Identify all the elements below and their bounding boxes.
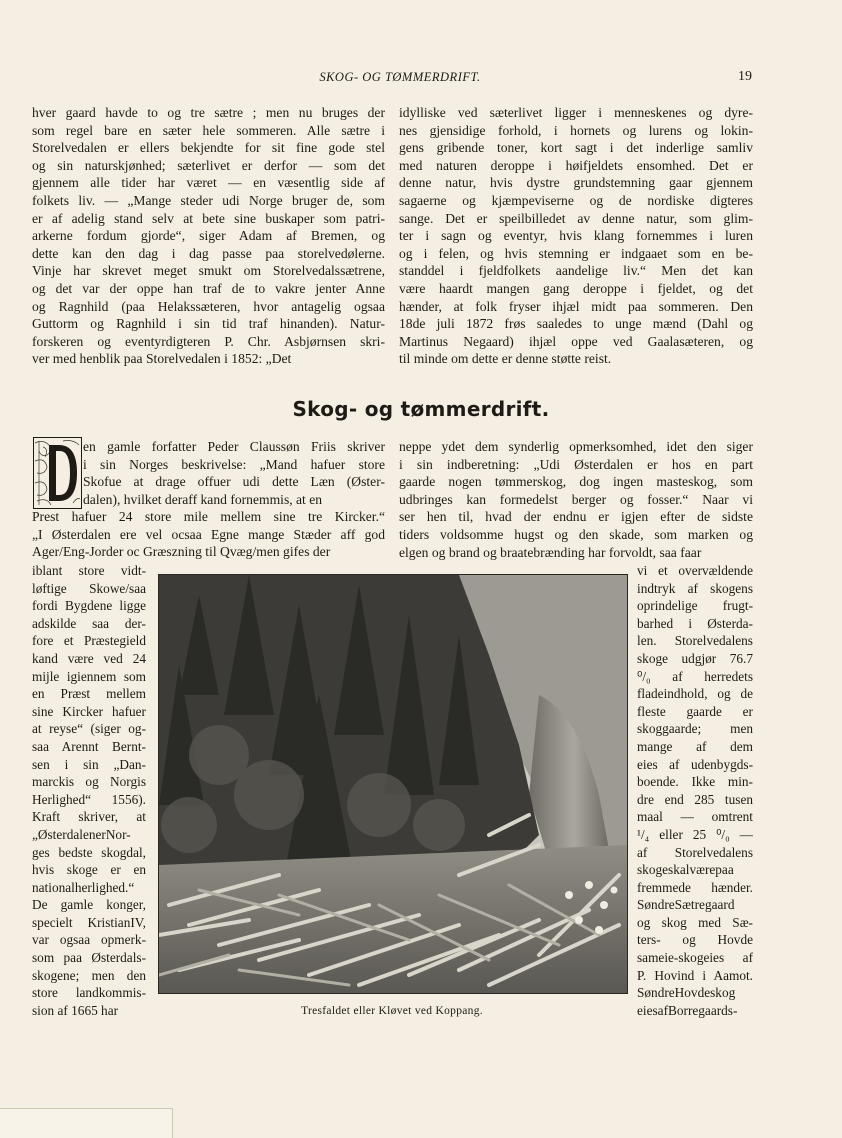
text-line: adskilde saa der- xyxy=(32,615,146,631)
text-line: Herlighed“ 1556). xyxy=(32,791,146,807)
text-line: i sin indberetning: „Udi Østerdalen er hos en part xyxy=(399,456,753,472)
text-line: standdel i fjeldfolkets aandelige liv.“ Men det kan xyxy=(399,263,753,279)
text-line: nationalherlighed.“ xyxy=(32,879,135,895)
text-line: og sin naturskjønhed; sæterlivet er derfor — som det xyxy=(32,157,385,173)
text-line: fleste gaarde er xyxy=(637,703,753,719)
text-line: vi et overvældende xyxy=(637,563,753,578)
text-line: dalen), hvilket deraff kand fornemmis, at en xyxy=(83,491,323,507)
text-line: sameie-skogeies af xyxy=(637,950,753,966)
text-line: eies af udenbygds- xyxy=(637,756,753,772)
text-line: ¹/₄ eller 25 ⁰/₀ — xyxy=(637,826,753,842)
ornamental-initial-d-icon xyxy=(33,437,82,509)
text-line: Skofue at drage offuer udi dette Læn (Øster- xyxy=(83,474,385,490)
text-line: løftige Skowe/saa xyxy=(32,580,146,596)
running-title: SKOG- OG TØMMERDRIFT. xyxy=(319,70,481,84)
text-line: elgen og brand og braatebrænding har forvoldt, saa faar xyxy=(399,544,702,560)
text-line: og i felen, og hvis stemning er indgaaet som en be- xyxy=(399,245,753,261)
text-line: tiders voldsomme hugst og den skade, som marken og xyxy=(399,526,753,542)
text-line: Kraft skriver, at xyxy=(32,809,146,825)
text-line: marckis og Norgis xyxy=(32,774,146,790)
ornamental-initial xyxy=(33,437,82,509)
text-line: som regel bare en sæter hele sommeren. Alle sætre i xyxy=(32,122,385,138)
text-line: Prest hafuer 24 store mile mellem sine tre Kircker.“ xyxy=(32,509,385,524)
photo-caption: Tresfaldet eller Kløvet ved Koppang. xyxy=(301,1005,483,1017)
text-line: nes gjensidige forhold, i hornets og lurens og lokin- xyxy=(399,122,753,138)
text-line: „I Østerdalen ere vel ocsaa Egne mange Stæder aff god xyxy=(32,526,385,542)
text-line: hvis skoge er en xyxy=(32,862,146,878)
text-line: barhed i Østerda- xyxy=(637,615,753,631)
text-line: oprindelige frugt- xyxy=(637,598,753,614)
text-line: Martinus Negaard) ihjæl oppe ved Gaalasæteren, og xyxy=(399,333,753,349)
text-line: fordi Bygdene ligge xyxy=(32,598,146,614)
text-line: en gamle forfatter Peder Claussøn Friis skriver xyxy=(83,439,385,454)
text-line: af Storelvedalens xyxy=(637,844,753,860)
text-line: fore et Præstegield xyxy=(32,633,146,649)
text-line: fladeindhold, og de xyxy=(637,686,753,702)
text-line: gaarde nogen tømmerskog, dog ingen masteskog, som xyxy=(399,474,753,490)
text-line: hænder, at folk fryser ihjæl midt paa sommeren. Den xyxy=(399,298,753,314)
text-line: sagaerne og kjæmpeviserne og de nordiske digteres xyxy=(399,192,753,208)
text-line: maal — omtrent xyxy=(637,809,753,825)
text-line: skogeskalværepaa xyxy=(637,862,734,878)
text-line: ⁰/₀ af herredets xyxy=(637,668,753,684)
text-line: ters- og Hovde xyxy=(637,932,753,948)
text-line: dre end 285 tusen xyxy=(637,791,753,807)
text-line: ges bedste skogdal, xyxy=(32,844,146,860)
narrow-left-column xyxy=(32,562,146,1019)
text-line: med naturen deroppe i høifjeldets ensomhed. Det er xyxy=(399,157,753,173)
text-line: 18de juli 1872 frøs saaledes to unge mænd (Dahl og xyxy=(399,316,753,332)
text-line: i sin Norges beskrivelse: „Mand hafuer store xyxy=(83,456,385,472)
text-line: sen i sin „Dan- xyxy=(32,756,146,772)
text-line: en Præst mellem xyxy=(32,686,146,702)
text-line: skogene; men den xyxy=(32,967,146,983)
text-line: SøndreSætregaard xyxy=(637,897,735,913)
text-line: Ager/Eng-Jorder oc Græszning til Qvæg/men gifes der xyxy=(32,544,331,560)
text-line: Storelvedalen er ellers bekjendte for sit fine gode stel xyxy=(32,140,385,156)
text-line: kand være ved 24 xyxy=(32,650,146,666)
text-line: iblant store vidt- xyxy=(32,563,146,578)
text-line: idylliske ved sæterlivet ligger i menneskenes og dyre- xyxy=(399,105,753,120)
text-line: store landkommis- xyxy=(32,985,146,1001)
text-line: dette kan den dag i dag passe paa storelvedølerne. xyxy=(32,245,385,261)
text-line: til minde om dette er denne støtte reist. xyxy=(399,351,612,367)
text-line: er af adelig stand selv at bete sine buskaper som patri- xyxy=(32,210,385,226)
text-line: skoge udgjør 76.7 xyxy=(637,650,753,666)
text-line: eiesafBorregaards- xyxy=(637,1002,738,1018)
text-line: udbringes kan formedelst berger og fosser.“ Naar vi xyxy=(399,491,753,507)
text-line: Guttorm og Ragnhild i sin tid traf hinanden). Natur- xyxy=(32,316,385,332)
text-line: denne natur, hvis dystre grundstemning gaar gjennem xyxy=(399,175,753,191)
text-line: gjennem alle tider har været — en væsentlig side af xyxy=(32,175,385,191)
text-line: boende. Ikke min- xyxy=(637,774,753,790)
bottom-right-column xyxy=(399,438,753,561)
text-line: hver gaard havde to og tre sætre ; men nu bruges der xyxy=(32,105,385,120)
text-line: indtryk af skogens xyxy=(637,580,753,596)
text-line: specielt KristianIV, xyxy=(32,914,146,930)
text-line: neppe ydet dem synderlig opmerksomhed, idet den siger xyxy=(399,439,753,454)
text-line: sine Kircker hafuer xyxy=(32,703,146,719)
text-line: Vinje har skrevet meget smukt om Storelvedalssætrene, xyxy=(32,263,385,279)
lead-paragraph-indented xyxy=(83,438,385,508)
text-line: mijle igiennem som xyxy=(32,668,146,684)
text-line: sion af 1665 har xyxy=(32,1002,119,1018)
top-left-column xyxy=(32,104,385,368)
text-line: ser hen til, hvad der endnu er igjen efter de sidste xyxy=(399,509,753,525)
text-line: SøndreHovdeskog xyxy=(637,985,736,1001)
text-line: og skog med Sæ- xyxy=(637,914,753,930)
text-line: ter i sagn og eventyr, hvis klang fornemmes i luren xyxy=(399,228,753,244)
text-line: og det var der oppe han traf de to vakre jenter Anne xyxy=(32,280,385,296)
scan-margin-strip xyxy=(0,1108,173,1138)
lead-paragraph-full xyxy=(32,508,385,561)
running-header xyxy=(0,70,842,88)
text-line: og Ragnhild (paa Helakssæteren, hvor antagelig ogsaa xyxy=(32,298,385,314)
text-line: fremmede hænder. xyxy=(637,879,753,895)
section-heading: Skog- og tømmerdrift. xyxy=(292,397,550,421)
narrow-right-column xyxy=(637,562,753,1019)
text-line: var ogsaa opmerk- xyxy=(32,932,146,948)
text-line: gens gribende toner, kort sagt i det inderlige samliv xyxy=(399,140,753,156)
page-number: 19 xyxy=(738,69,752,84)
text-line: at reyse“ (siger og- xyxy=(32,721,146,737)
forest-logs-photo-icon xyxy=(159,575,627,993)
text-line: P. Hovind i Aamot. xyxy=(637,967,753,983)
forest-log-photo xyxy=(158,574,628,994)
text-line: som paa Østerdals- xyxy=(32,950,146,966)
text-line: folkets liv. — „Mange steder udi Norge bruger de, som xyxy=(32,192,385,208)
text-line: forskeren og eventyrdigteren P. Chr. Asbjørnsen skri- xyxy=(32,333,385,349)
text-line: sange. Det er speilbilledet av denne natur, som glim- xyxy=(399,210,753,226)
text-line: mange af dem xyxy=(637,738,753,754)
text-line: „ØsterdalenerNor- xyxy=(32,826,131,842)
text-line: være haardt mangen gang deroppe i fjeldet, og det xyxy=(399,280,753,296)
text-line: saa Arennt Bernt- xyxy=(32,738,146,754)
top-right-column xyxy=(399,104,753,368)
text-line: arkerne fordum gjorde“, siger Adam af Bremen, og xyxy=(32,228,385,244)
text-line: ver med henblik paa Storelvedalen i 1852: „Det xyxy=(32,351,292,367)
text-line: len. Storelvedalens xyxy=(637,633,753,649)
text-line: De gamle konger, xyxy=(32,897,146,913)
text-line: skoggaarde; men xyxy=(637,721,753,737)
